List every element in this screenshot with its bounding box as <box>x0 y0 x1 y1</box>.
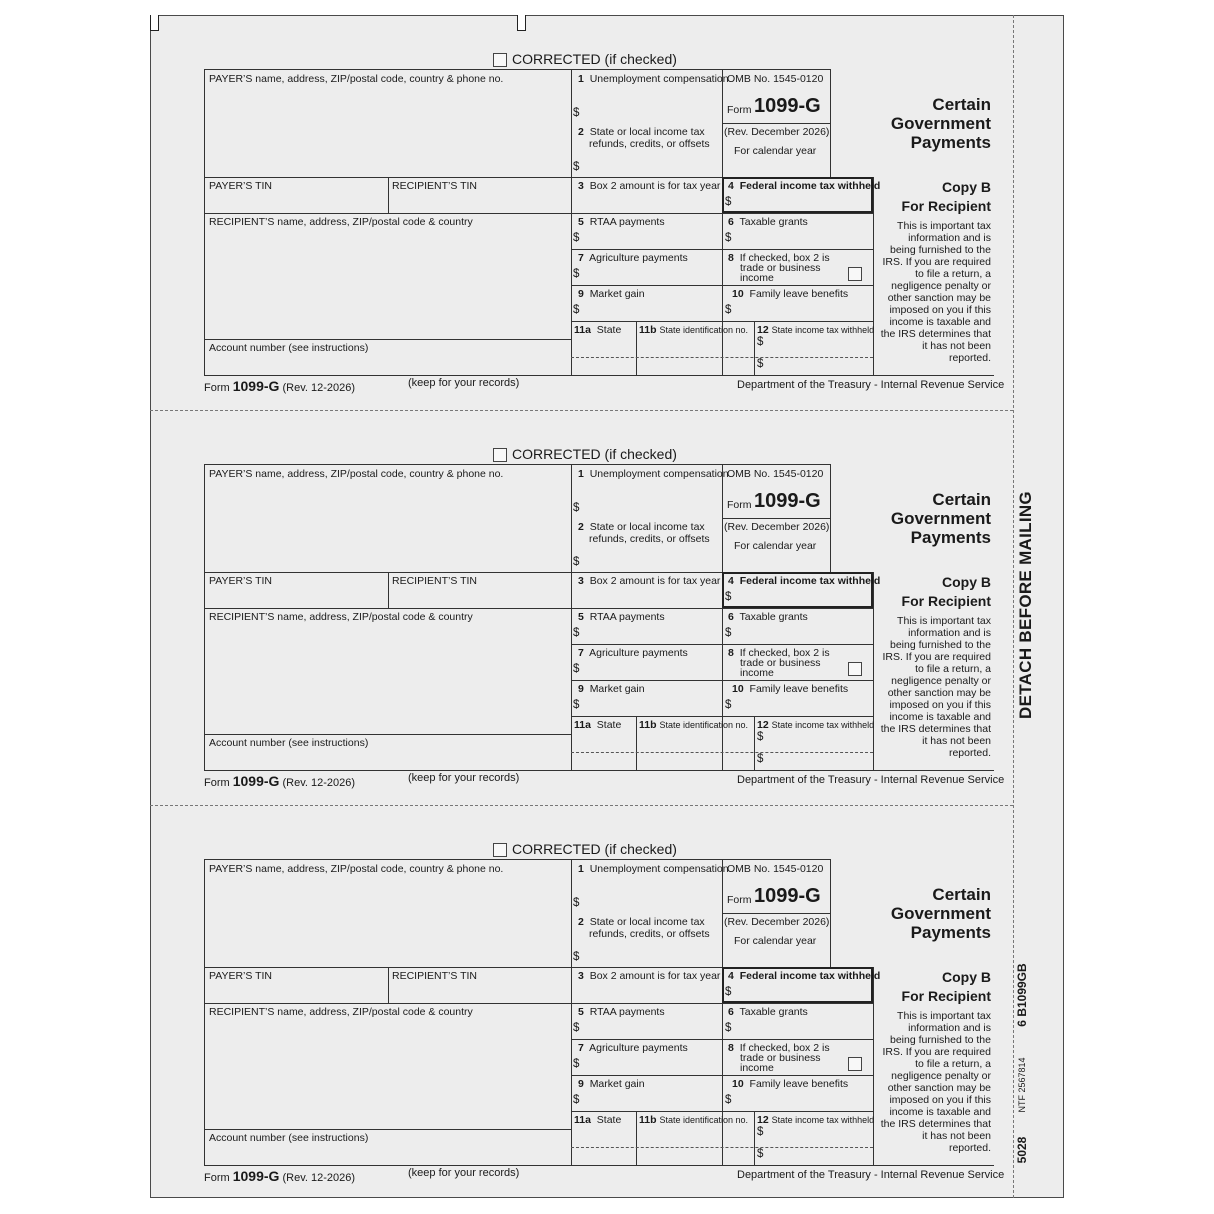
notice-line: the IRS determines that <box>880 1118 991 1130</box>
corrected-checkbox[interactable] <box>493 448 507 462</box>
box3-label: 3 Box 2 amount is for tax year <box>578 180 721 192</box>
box3-label: 3 Box 2 amount is for tax year <box>578 575 721 587</box>
box6-dollar: $ <box>725 232 732 244</box>
box10-dollar: $ <box>725 304 732 316</box>
box3-label: 3 Box 2 amount is for tax year <box>578 970 721 982</box>
box1-dollar: $ <box>573 502 580 514</box>
box12-dollar-2: $ <box>757 753 764 765</box>
payer-name-field[interactable] <box>206 87 568 175</box>
notice-line: IRS. If you are required <box>882 651 991 663</box>
box12-label: 12 State income tax withheld <box>757 1114 875 1126</box>
payer-name-field[interactable] <box>206 482 568 570</box>
notice-line: negligence penalty or <box>891 675 991 687</box>
box11a-label: 11a State <box>574 719 622 731</box>
recipient-tin-label: RECIPIENT’S TIN <box>392 970 477 982</box>
notice-line: reported. <box>948 1142 991 1154</box>
corrected-checkbox[interactable] <box>493 53 507 67</box>
copy-b-heading: Copy B For Recipient <box>901 574 991 609</box>
footer-form-id: Form 1099-G (Rev. 12-2026) <box>204 1168 356 1184</box>
box7-dollar: $ <box>573 663 580 675</box>
box4-label: 4 Federal income tax withheld <box>728 180 881 192</box>
form-number: 1099-G <box>754 885 821 907</box>
box4-label: 4 Federal income tax withheld <box>728 575 881 587</box>
box5-dollar: $ <box>573 627 580 639</box>
notice-line: the IRS determines that <box>880 723 991 735</box>
recipient-tin-label: RECIPIENT’S TIN <box>392 180 477 192</box>
corrected-checkbox[interactable] <box>493 843 507 857</box>
vertical-perforation <box>1013 15 1014 1198</box>
box2-dollar: $ <box>573 951 580 963</box>
footer-form-id: Form 1099-G (Rev. 12-2026) <box>204 378 356 394</box>
form-number: 1099-G <box>754 490 821 512</box>
recipient-tin-label: RECIPIENT’S TIN <box>392 575 477 587</box>
margin-code-b1099gb: 6 B1099GB <box>1015 963 1029 1027</box>
box11a-label: 11a State <box>574 324 622 336</box>
payer-tin-label: PAYER’S TIN <box>209 575 273 587</box>
form-copy-1: CORRECTED (if checked) PAYER’S name, address, ZIP/postal code, country & phone no. PAYER’S TIN RECIPIENT’S TIN RECIPIENT’S name, address, ZIP/postal code & country Account number (see instructions) 1 Unemployment compensation $ 2 State or local income tax refunds, credits, or offsets $ OMB No. 1545-0120 Form 1099-G (Rev. December 2026) For calendar year Certain Government Payments 3 Box 2 amount is for tax year 4 Federal income tax withheld $ Copy B For Recipient This is important tax information and is being furnished to the IRS. If you are required to file a return, a negligence penalty or other sanction may be imposed on you if this income is taxable and the IRS determines that it has not been reported. 5 RTAA payments $ 6 Taxable grants $ 7 Agriculture payments $ 8 If checked, box 2 is trade or business income 9 Market gain $ 10 Family leave benefits $ 11a State 11b State identification no. 12 State income tax withheld $ $ Form 1099-G (Rev. 12-2026) (keep for your records) Department of the Treasury - Internal Revenue Service <box>204 51 1005 394</box>
revision-date: (Rev. December 2026) <box>724 521 830 533</box>
box10-label: 10 Family leave benefits <box>732 683 849 695</box>
box10-label: 10 Family leave benefits <box>732 288 849 300</box>
box2-label: 2 State or local income tax <box>578 521 705 533</box>
box7-label: 7 Agriculture payments <box>578 1042 688 1054</box>
footer-form-id: Form 1099-G (Rev. 12-2026) <box>204 773 356 789</box>
form-title: Certain Government Payments <box>890 885 991 942</box>
box2-label: 2 State or local income tax <box>578 126 705 138</box>
box12-dollar-2: $ <box>757 1148 764 1160</box>
notice-line: income is taxable and <box>889 316 991 328</box>
box10-dollar: $ <box>725 699 732 711</box>
box11b-label: 11b State identification no. <box>639 719 748 731</box>
payer-name-field[interactable] <box>206 877 568 965</box>
notice-line: This is important tax <box>897 220 991 232</box>
copy-b-heading: Copy B For Recipient <box>901 969 991 1004</box>
box12-dollar-1: $ <box>757 1126 764 1138</box>
notice-line: imposed on you if this <box>889 304 991 316</box>
box12-dollar-1: $ <box>757 731 764 743</box>
recipient-name-label: RECIPIENT’S name, address, ZIP/postal code & country <box>209 216 473 228</box>
box6-label: 6 Taxable grants <box>728 611 808 623</box>
form-word: Form <box>727 894 752 906</box>
box7-label: 7 Agriculture payments <box>578 252 688 264</box>
box2-label: 2 State or local income tax <box>578 916 705 928</box>
box7-label: 7 Agriculture payments <box>578 647 688 659</box>
corrected-label: CORRECTED (if checked) <box>512 841 677 857</box>
notice-line: to file a return, a <box>915 663 991 675</box>
notice-line: negligence penalty or <box>891 1070 991 1082</box>
recipient-name-field[interactable] <box>206 626 568 732</box>
payer-name-label: PAYER’S name, address, ZIP/postal code, country & phone no. <box>209 863 504 875</box>
box9-label: 9 Market gain <box>578 1078 645 1090</box>
form-title: Certain Government Payments <box>890 490 991 547</box>
form-number: 1099-G <box>754 95 821 117</box>
notice-line: being furnished to the <box>890 639 991 651</box>
box1-label: 1 Unemployment compensation <box>578 73 729 85</box>
account-number-label: Account number (see instructions) <box>209 1132 369 1144</box>
notice-line: it has not been <box>922 735 991 747</box>
box6-dollar: $ <box>725 1022 732 1034</box>
notice-line: imposed on you if this <box>889 699 991 711</box>
copy-b-heading: Copy B For Recipient <box>901 179 991 214</box>
recipient-name-label: RECIPIENT’S name, address, ZIP/postal code & country <box>209 611 473 623</box>
detach-before-mailing: DETACH BEFORE MAILING <box>1016 491 1035 719</box>
omb-number: OMB No. 1545-0120 <box>727 863 824 875</box>
footer-department: Department of the Treasury - Internal Revenue Service <box>737 1169 1005 1181</box>
recipient-notice <box>875 1010 991 1154</box>
box1-label: 1 Unemployment compensation <box>578 863 729 875</box>
box4-dollar: $ <box>725 591 732 603</box>
footer-department: Department of the Treasury - Internal Revenue Service <box>737 774 1005 786</box>
box6-label: 6 Taxable grants <box>728 216 808 228</box>
footer-keep: (keep for your records) <box>408 772 520 784</box>
box5-dollar: $ <box>573 232 580 244</box>
box12-label: 12 State income tax withheld <box>757 719 875 731</box>
omb-number: OMB No. 1545-0120 <box>727 73 824 85</box>
notice-line: information and is <box>908 627 991 639</box>
box1-dollar: $ <box>573 107 580 119</box>
box12-dollar-2: $ <box>757 358 764 370</box>
notice-line: it has not been <box>922 340 991 352</box>
box7-dollar: $ <box>573 268 580 280</box>
margin-code-ntf: NTF 2567814 <box>1017 1057 1027 1113</box>
corrected-label: CORRECTED (if checked) <box>512 51 677 67</box>
box6-dollar: $ <box>725 627 732 639</box>
corrected-label: CORRECTED (if checked) <box>512 446 677 462</box>
form-word: Form <box>727 104 752 116</box>
calendar-year-label: For calendar year <box>734 540 817 552</box>
form-word: Form <box>727 499 752 511</box>
box12-label: 12 State income tax withheld <box>757 324 875 336</box>
box1-dollar: $ <box>573 897 580 909</box>
box8-checkbox[interactable] <box>848 662 862 676</box>
notice-line: IRS. If you are required <box>882 256 991 268</box>
calendar-year-label: For calendar year <box>734 935 817 947</box>
notice-line: This is important tax <box>897 615 991 627</box>
box4-dollar: $ <box>725 986 732 998</box>
box9-dollar: $ <box>573 699 580 711</box>
payer-tin-label: PAYER’S TIN <box>209 180 273 192</box>
box10-dollar: $ <box>725 1094 732 1106</box>
calendar-year-label: For calendar year <box>734 145 817 157</box>
box11b-label: 11b State identification no. <box>639 324 748 336</box>
box8-label: 8 If checked, box 2 is <box>728 647 830 659</box>
notice-line: reported. <box>948 352 991 364</box>
notice-line: IRS. If you are required <box>882 1046 991 1058</box>
form-copy-2: CORRECTED (if checked) PAYER’S name, address, ZIP/postal code, country & phone no. PAYER’S TIN RECIPIENT’S TIN RECIPIENT’S name, address, ZIP/postal code & country Account number (see instructions) 1 Unemployment compensation $ 2 State or local income tax refunds, credits, or offsets $ OMB No. 1545-0120 Form 1099-G (Rev. December 2026) For calendar year Certain Government Payments 3 Box 2 amount is for tax year 4 Federal income tax withheld $ Copy B For Recipient This is important tax information and is being furnished to the IRS. If you are required to file a return, a negligence penalty or other sanction may be imposed on you if this income is taxable and the IRS determines that it has not been reported. 5 RTAA payments $ 6 Taxable grants $ 7 Agriculture payments $ 8 If checked, box 2 is trade or business income 9 Market gain $ 10 Family leave benefits $ 11a State 11b State identification no. 12 State income tax withheld $ $ Form 1099-G (Rev. 12-2026) (keep for your records) Department of the Treasury - Internal Revenue Service <box>204 446 1005 789</box>
notice-line: being furnished to the <box>890 244 991 256</box>
notice-line: income is taxable and <box>889 1106 991 1118</box>
box11b-label: 11b State identification no. <box>639 1114 748 1126</box>
notice-line: imposed on you if this <box>889 1094 991 1106</box>
notice-line: information and is <box>908 1022 991 1034</box>
footer-keep: (keep for your records) <box>408 1167 520 1179</box>
box12-dollar-1: $ <box>757 336 764 348</box>
box5-label: 5 RTAA payments <box>578 611 665 623</box>
payer-name-label: PAYER’S name, address, ZIP/postal code, country & phone no. <box>209 73 504 85</box>
account-number-label: Account number (see instructions) <box>209 342 369 354</box>
footer-keep: (keep for your records) <box>408 377 520 389</box>
box8-label: 8 If checked, box 2 is <box>728 1042 830 1054</box>
recipient-name-field[interactable] <box>206 231 568 337</box>
payer-name-label: PAYER’S name, address, ZIP/postal code, country & phone no. <box>209 468 504 480</box>
notice-line: to file a return, a <box>915 268 991 280</box>
omb-number: OMB No. 1545-0120 <box>727 468 824 480</box>
box9-dollar: $ <box>573 1094 580 1106</box>
box9-dollar: $ <box>573 304 580 316</box>
box4-dollar: $ <box>725 196 732 208</box>
box10-label: 10 Family leave benefits <box>732 1078 849 1090</box>
box9-label: 9 Market gain <box>578 683 645 695</box>
revision-date: (Rev. December 2026) <box>724 916 830 928</box>
notice-line: income is taxable and <box>889 711 991 723</box>
notice-line: being furnished to the <box>890 1034 991 1046</box>
box2-dollar: $ <box>573 556 580 568</box>
box5-label: 5 RTAA payments <box>578 1006 665 1018</box>
notice-line: other sanction may be <box>887 292 991 304</box>
notice-line: other sanction may be <box>887 687 991 699</box>
notice-line: other sanction may be <box>887 1082 991 1094</box>
account-number-label: Account number (see instructions) <box>209 737 369 749</box>
box2-dollar: $ <box>573 161 580 173</box>
recipient-notice <box>875 615 991 759</box>
notice-line: negligence penalty or <box>891 280 991 292</box>
form-copy-3: CORRECTED (if checked) PAYER’S name, address, ZIP/postal code, country & phone no. PAYER’S TIN RECIPIENT’S TIN RECIPIENT’S name, address, ZIP/postal code & country Account number (see instructions) 1 Unemployment compensation $ 2 State or local income tax refunds, credits, or offsets $ OMB No. 1545-0120 Form 1099-G (Rev. December 2026) For calendar year Certain Government Payments 3 Box 2 amount is for tax year 4 Federal income tax withheld $ Copy B For Recipient This is important tax information and is being furnished to the IRS. If you are required to file a return, a negligence penalty or other sanction may be imposed on you if this income is taxable and the IRS determines that it has not been reported. 5 RTAA payments $ 6 Taxable grants $ 7 Agriculture payments $ 8 If checked, box 2 is trade or business income 9 Market gain $ 10 Family leave benefits $ 11a State 11b State identification no. 12 State income tax withheld $ $ Form 1099-G (Rev. 12-2026) (keep for your records) Department of the Treasury - Internal Revenue Service <box>204 841 1005 1184</box>
recipient-name-field[interactable] <box>206 1021 568 1127</box>
box11a-label: 11a State <box>574 1114 622 1126</box>
box4-label: 4 Federal income tax withheld <box>728 970 881 982</box>
box9-label: 9 Market gain <box>578 288 645 300</box>
box6-label: 6 Taxable grants <box>728 1006 808 1018</box>
notice-line: to file a return, a <box>915 1058 991 1070</box>
notice-line: the IRS determines that <box>880 328 991 340</box>
notice-line: This is important tax <box>897 1010 991 1022</box>
form-title: Certain Government Payments <box>890 95 991 152</box>
box7-dollar: $ <box>573 1058 580 1070</box>
box1-label: 1 Unemployment compensation <box>578 468 729 480</box>
recipient-notice <box>875 220 991 364</box>
box8-checkbox[interactable] <box>848 267 862 281</box>
recipient-name-label: RECIPIENT’S name, address, ZIP/postal code & country <box>209 1006 473 1018</box>
box8-checkbox[interactable] <box>848 1057 862 1071</box>
margin-code-5028: 5028 <box>1015 1136 1029 1164</box>
footer-department: Department of the Treasury - Internal Revenue Service <box>737 379 1005 391</box>
box8-label: 8 If checked, box 2 is <box>728 252 830 264</box>
notice-line: reported. <box>948 747 991 759</box>
notice-line: information and is <box>908 232 991 244</box>
notice-line: it has not been <box>922 1130 991 1142</box>
revision-date: (Rev. December 2026) <box>724 126 830 138</box>
box5-dollar: $ <box>573 1022 580 1034</box>
payer-tin-label: PAYER’S TIN <box>209 970 273 982</box>
box5-label: 5 RTAA payments <box>578 216 665 228</box>
